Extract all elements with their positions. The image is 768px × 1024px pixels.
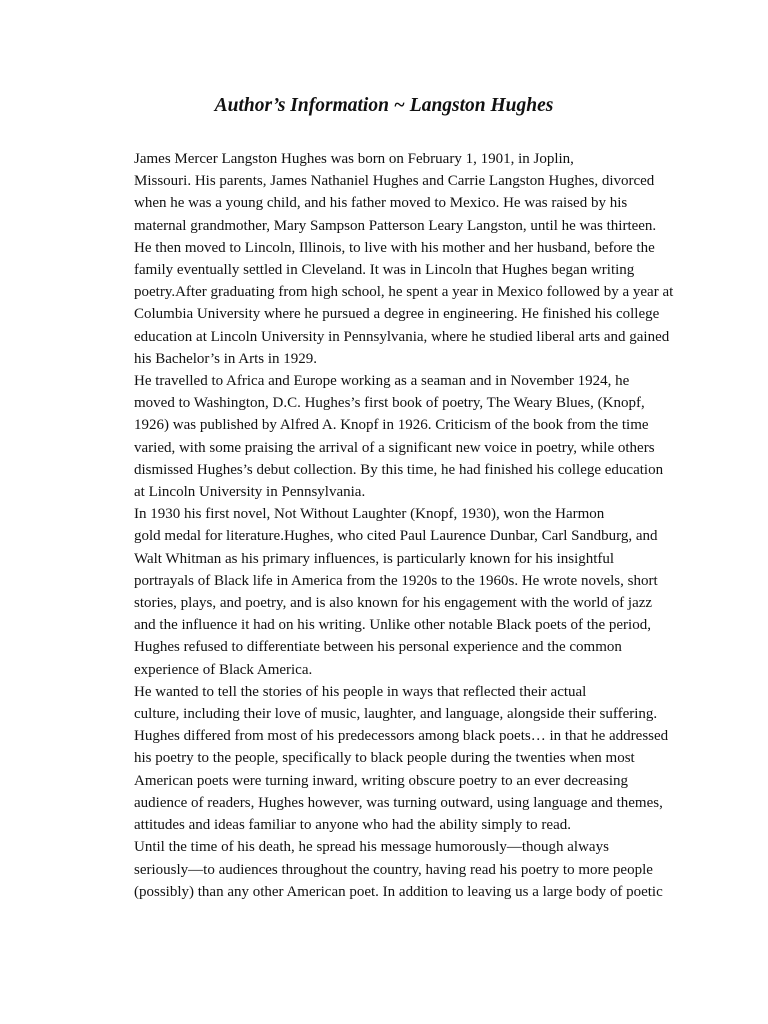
text-line: stories, plays, and poetry, and is also known for his engagement with the world of jazz	[134, 595, 653, 612]
text-line: 1926) was published by Alfred A. Knopf in 1926. Criticism of the book from the time	[134, 417, 649, 434]
text-line: He wanted to tell the stories of his people in ways that reflected their actual	[134, 683, 587, 700]
text-line: and the influence it had on his writing. Unlike other notable Black poets of the period,	[134, 617, 651, 634]
text-line: education at Lincoln University in Pennsylvania, where he studied liberal arts and gained	[134, 328, 670, 345]
text-line: Missouri. His parents, James Nathaniel Hughes and Carrie Langston Hughes, divorced	[134, 173, 655, 190]
body-paragraph	[90, 836, 700, 903]
text-line: at Lincoln University in Pennsylvania.	[134, 484, 366, 501]
text-line: Walt Whitman as his primary influences, is particularly known for his insightful	[134, 550, 615, 567]
body-paragraph	[90, 148, 700, 370]
text-line: gold medal for literature.Hughes, who cited Paul Laurence Dunbar, Carl Sandburg, and	[134, 528, 658, 545]
text-line: when he was a young child, and his father moved to Mexico. He was raised by his	[134, 195, 628, 212]
text-line: varied, with some praising the arrival of a significant new voice in poetry, while others	[134, 439, 655, 456]
text-line: family eventually settled in Cleveland. It was in Lincoln that Hughes began writing	[134, 262, 635, 279]
body-paragraph	[90, 370, 700, 503]
body-paragraph	[90, 681, 700, 836]
text-line: portrayals of Black life in America from the 1920s to the 1960s. He wrote novels, short	[134, 572, 658, 589]
text-line: Until the time of his death, he spread his message humorously—though always	[134, 839, 609, 856]
text-line: his poetry to the people, specifically to black people during the twenties when most	[134, 750, 635, 767]
text-line: attitudes and ideas familiar to anyone who had the ability simply to read.	[134, 817, 571, 834]
text-line: James Mercer Langston Hughes was born on February 1, 1901, in Joplin,	[134, 151, 574, 167]
text-line: audience of readers, Hughes however, was turning outward, using language and themes,	[134, 794, 663, 811]
text-line: poetry.After graduating from high school, he spent a year in Mexico followed by a year at	[134, 284, 674, 301]
text-line: dismissed Hughes’s debut collection. By this time, he had finished his college education	[134, 461, 664, 478]
text-line: experience of Black America.	[134, 661, 313, 678]
text-line: (possibly) than any other American poet. In addition to leaving us a large body of poetic	[134, 883, 663, 900]
text-line: Hughes differed from most of his predecessors among black poets… in that he addressed	[134, 728, 669, 745]
text-line: Columbia University where he pursued a degree in engineering. He finished his college	[134, 306, 660, 323]
text-line: seriously—to audiences throughout the country, having read his poetry to more people	[134, 861, 653, 878]
text-line: He travelled to Africa and Europe working as a seaman and in November 1924, he	[134, 373, 630, 390]
text-line: maternal grandmother, Mary Sampson Patterson Leary Langston, until he was thirteen.	[134, 217, 657, 234]
text-line: He then moved to Lincoln, Illinois, to live with his mother and her husband, before the	[134, 239, 655, 256]
document-body	[90, 148, 700, 903]
text-line: his Bachelor’s in Arts in 1929.	[134, 350, 318, 367]
text-line: In 1930 his first novel, Not Without Laughter (Knopf, 1930), won the Harmon	[134, 506, 605, 523]
text-line: American poets were turning inward, writing obscure poetry to an ever decreasing	[134, 772, 628, 789]
text-line: Hughes refused to differentiate between his personal experience and the common	[134, 639, 622, 656]
document-title: Author’s Information ~ Langston Hughes	[214, 95, 554, 116]
body-paragraph	[90, 503, 700, 681]
text-line: culture, including their love of music, laughter, and language, alongside their suffering.	[134, 706, 658, 723]
text-line: moved to Washington, D.C. Hughes’s first book of poetry, The Weary Blues, (Knopf,	[134, 395, 645, 412]
